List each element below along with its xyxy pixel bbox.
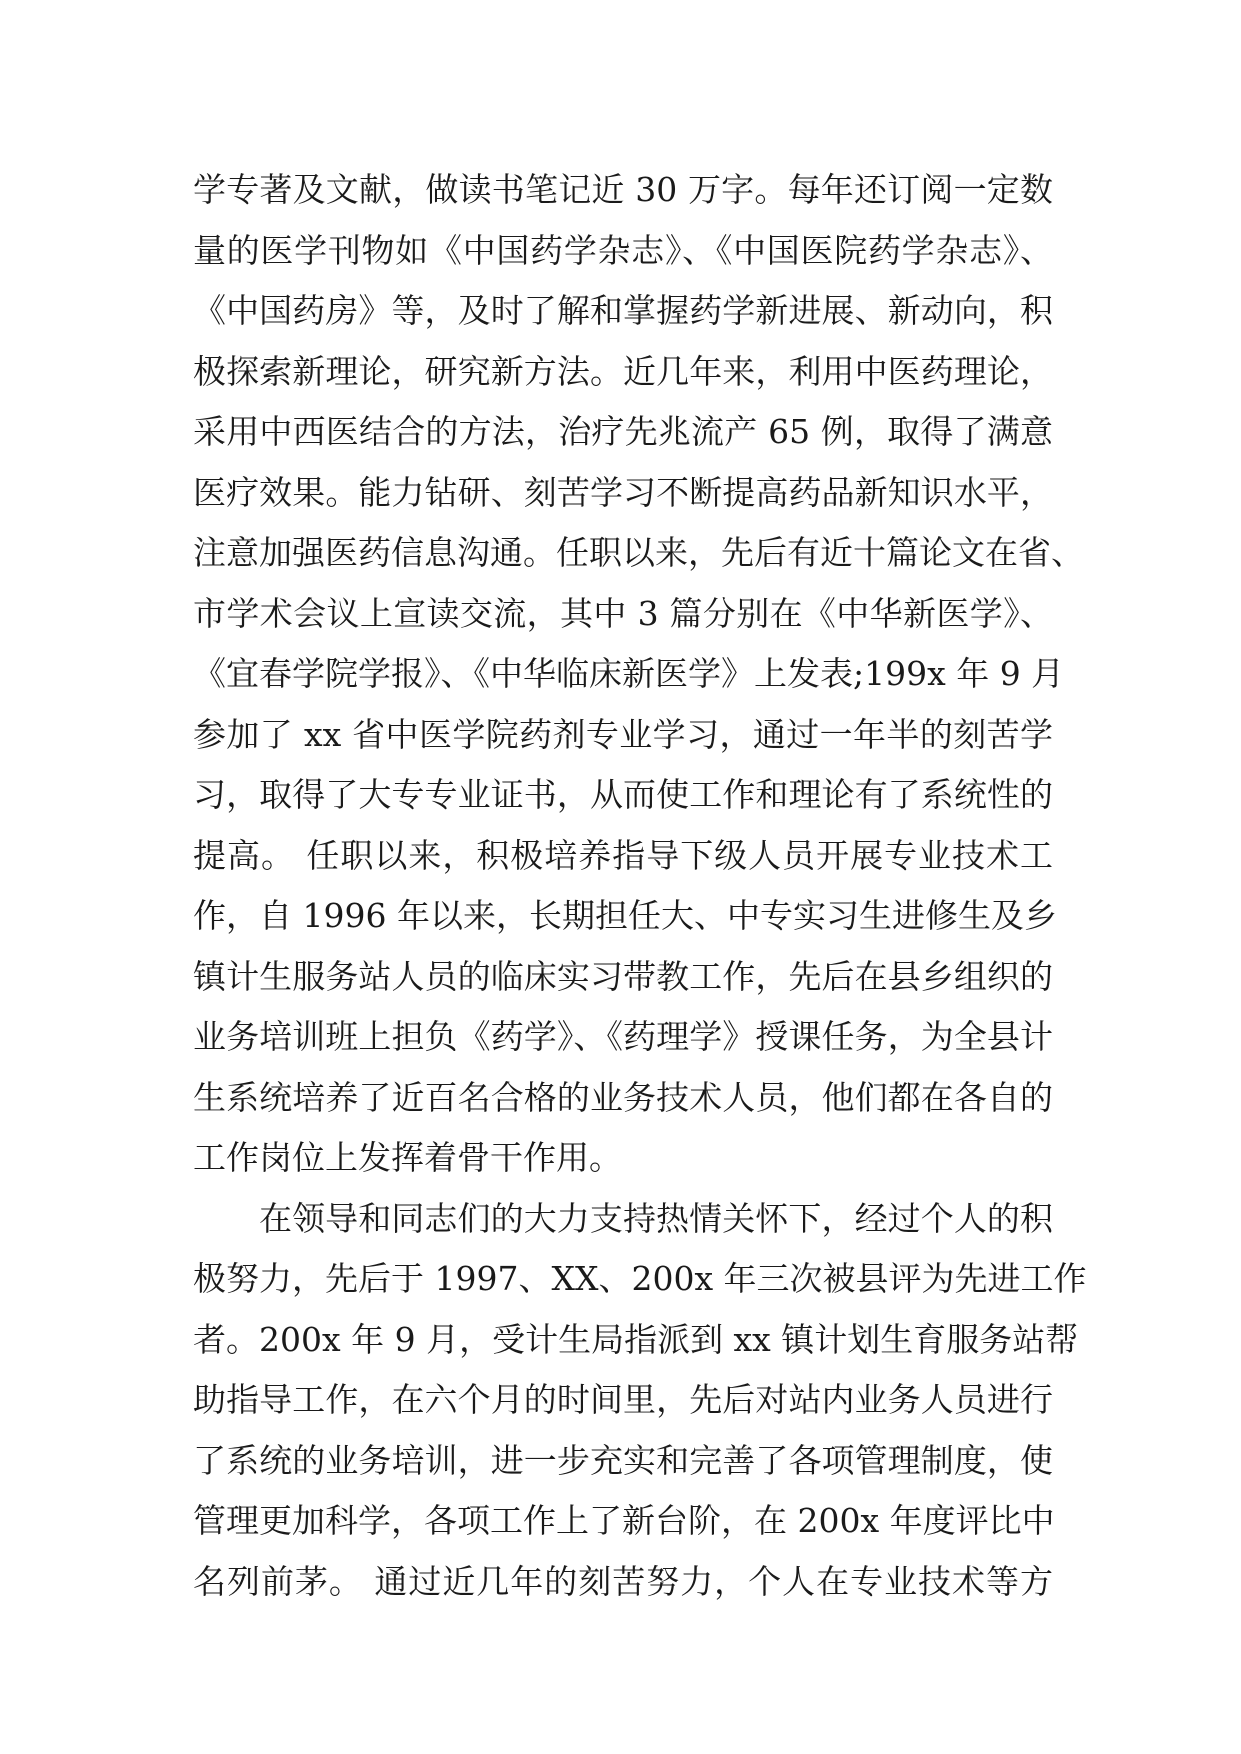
text-line: 量的医学刊物如《中国药学杂志》、《中国医院药学杂志》、 [193, 230, 1053, 270]
text-line: 参加了 xx 省中医学院药剂专业学习，通过一年半的刻苦学 [193, 714, 1053, 754]
text-line: 者。200x 年 9 月，受计生局指派到 xx 镇计划生育服务站帮 [193, 1319, 1079, 1359]
text-line: 医疗效果。能力钻研、刻苦学习不断提高药品新知识水平， [193, 472, 1053, 512]
text-line: 极努力，先后于 1997、XX、200x 年三次被县评为先进工作 [193, 1259, 1087, 1298]
text-line: 注意加强医药信息沟通。任职以来，先后有近十篇论文在省、 [193, 533, 1084, 572]
text-line: 市学术会议上宣读交流，其中 3 篇分别在《中华新医学》、 [193, 593, 1053, 633]
text-line: 生系统培养了近百名合格的业务技术人员，他们都在各自的 [193, 1077, 1053, 1117]
text-line: 采用中西医结合的方法，治疗先兆流产 65 例，取得了满意 [193, 412, 1053, 451]
text-line: 管理更加科学，各项工作上了新台阶，在 200x 年度评比中 [193, 1501, 1055, 1540]
paragraph-1 [193, 160, 1084, 1189]
text-line: 习，取得了大专专业证书，从而使工作和理论有了系统性的 [193, 775, 1053, 814]
text-line: 《宜春学院学报》、《中华临床新医学》上发表;199x 年 9 月 [193, 654, 1065, 693]
text-line: 镇计生服务站人员的临床实习带教工作，先后在县乡组织的 [193, 956, 1053, 996]
text-line: 提高。 任职以来，积极培养指导下级人员开展专业技术工 [193, 835, 1053, 875]
text-line: 工作岗位上发挥着骨干作用。 [193, 1138, 622, 1177]
text-line: 《中国药房》等，及时了解和掌握药学新进展、新动向，积 [193, 291, 1053, 330]
text-line: 作，自 1996 年以来，长期担任大、中专实习生进修生及乡 [193, 896, 1057, 935]
text-line: 助指导工作，在六个月的时间里，先后对站内业务人员进行 [193, 1380, 1053, 1419]
text-line: 名列前茅。 通过近几年的刻苦努力，个人在专业技术等方 [193, 1561, 1053, 1601]
text-line: 学专著及文献，做读书笔记近 30 万字。每年还订阅一定数 [193, 170, 1053, 209]
text-line: 业务培训班上担负《药学》、《药理学》授课任务，为全县计 [193, 1017, 1053, 1056]
text-line: 了系统的业务培训，进一步充实和完善了各项管理制度，使 [193, 1440, 1053, 1480]
text-line: 极探索新理论，研究新方法。近几年来，利用中医药理论， [193, 351, 1053, 391]
paragraph-2 [193, 1189, 1087, 1613]
body-text [193, 160, 1087, 1612]
text-line: 在领导和同志们的大力支持热情关怀下，经过个人的积 [259, 1198, 1053, 1238]
